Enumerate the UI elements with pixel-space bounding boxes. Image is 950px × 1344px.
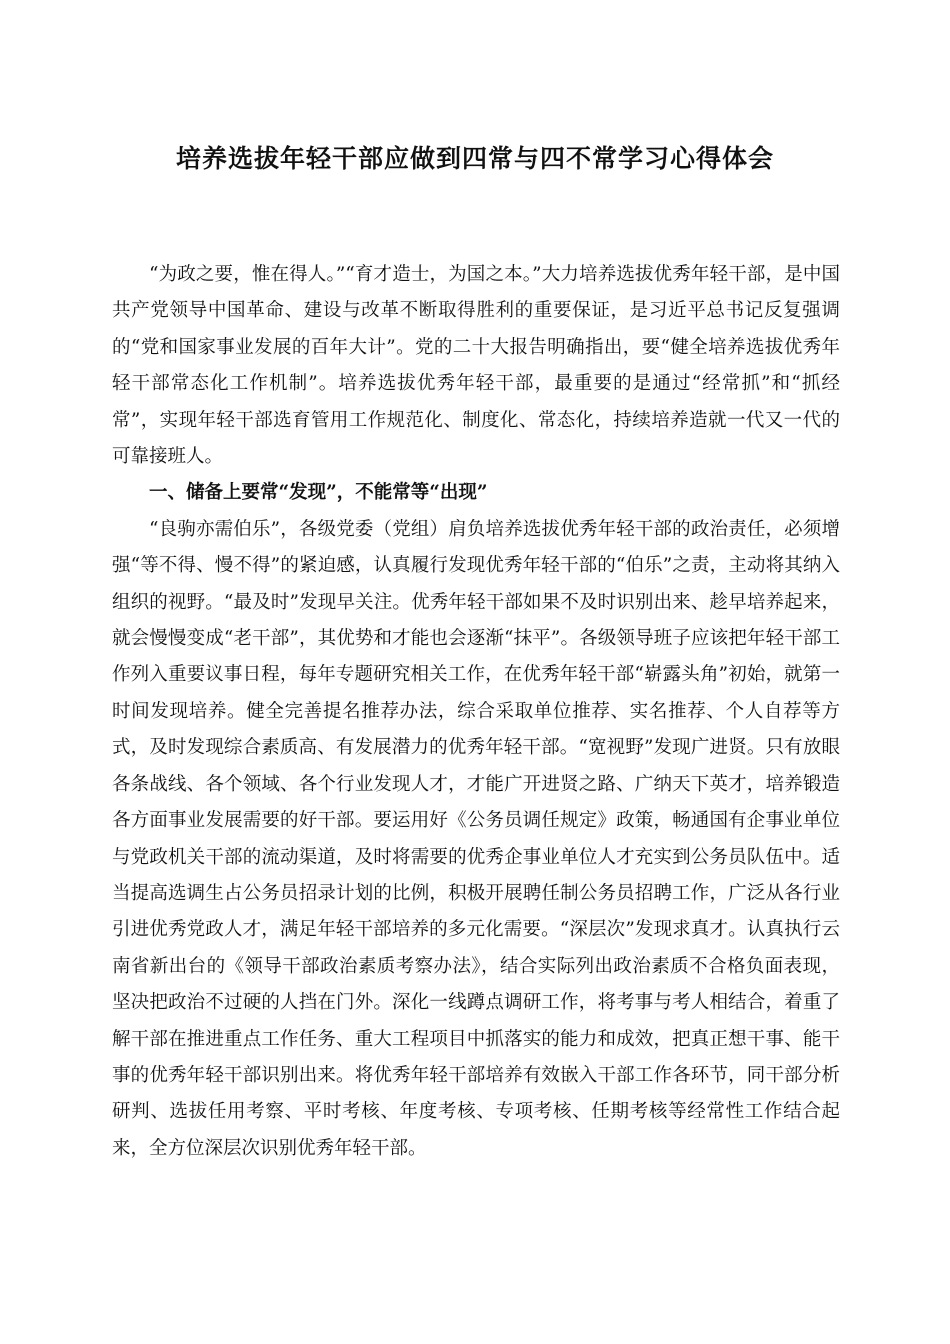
section-paragraph: “良驹亦需伯乐”，各级党委（党组）肩负培养选拔优秀年轻干部的政治责任，必须增强“等不得、慢不得”的紧迫感，认真履行发现优秀年轻干部的“伯乐”之责，主动将其纳入组织的视野。“最及时”发现早关注。优秀年轻干部如果不及时识别出来、趁早培养起来，就会慢慢变成“老干部”，其优势和才能也会逐渐“抹平”。各级领导班子应该把年轻干部工作列入重要议事日程，每年专题研究相关工作，在优秀年轻干部“崭露头角”初始，就第一时间发现培养。健全完善提名推荐办法，综合采取单位推荐、实名推荐、个人自荐等方式，及时发现综合素质高、有发展潜力的优秀年轻干部。“宽视野”发现广进贤。只有放眼各条战线、各个领域、各个行业发现人才，才能广开进贤之路、广纳天下英才，培养锻造各方面事业发展需要的好干部。要运用好《公务员调任规定》政策，畅通国有企事业单位与党政机关干部的流动渠道，及时将需要的优秀企事业单位人才充实到公务员队伍中。适当提高选调生占公务员招录计划的比例，积极开展聘任制公务员招聘工作，广泛从各行业引进优秀党政人才，满足年轻干部培养的多元化需要。“深层次”发现求真才。认真执行云南省新出台的《领导干部政治素质考察办法》，结合实际列出政治素质不合格负面表现，坚决把政治不过硬的人挡在门外。深化一线蹲点调研工作，将考事与考人相结合，着重了解干部在推进重点工作任务、重大工程项目中抓落实的能力和成效，把真正想干事、能干事的优秀年轻干部识别出来。将优秀年轻干部培养有效嵌入干部工作各环节，同干部分析研判、选拔任用考察、平时考核、年度考核、专项考核、任期考核等经常性工作结合起来，全方位深层次识别优秀年轻干部。 (112, 518, 840, 1159)
document-title: 培养选拔年轻干部应做到四常与四不常学习心得体会 (175, 144, 774, 173)
document-body (112, 257, 840, 1167)
intro-paragraph: “为政之要，惟在得人。”“育才造士，为国之本。”大力培养选拔优秀年轻干部，是中国共产党领导中国革命、建设与改革不断取得胜利的重要保证，是习近平总书记反复强调的“党和国家事业发展的百年大计”。党的二十大报告明确指出，要“健全培养选拔优秀年轻干部常态化工作机制”。培养选拔优秀年轻干部，最重要的是通过“经常抓”和“抓经常”，实现年轻干部选育管用工作规范化、制度化、常态化，持续培养造就一代又一代的可靠接班人。 (112, 264, 840, 468)
section-heading: 一、储备上要常“发现”，不能常等“出现” (149, 482, 488, 504)
